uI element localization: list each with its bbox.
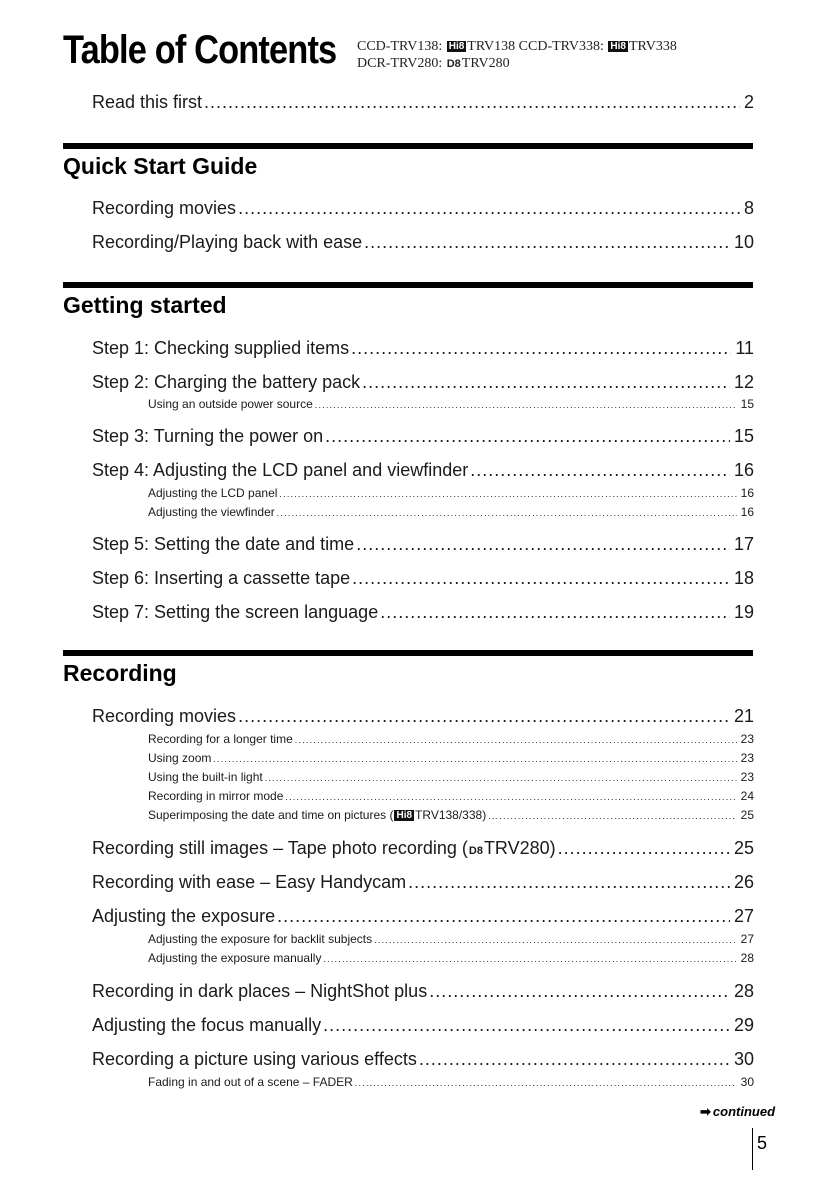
toc-entry-page: 28	[733, 981, 754, 1001]
toc-entry[interactable]	[92, 981, 754, 1002]
section-title: Quick Start Guide	[63, 153, 258, 179]
model-text: DCR-TRV280:	[357, 56, 446, 71]
dot-leader	[277, 508, 737, 518]
toc-entry-page: 15	[733, 426, 754, 446]
dot-leader	[238, 198, 740, 219]
toc-entry-title: Step 2: Charging the battery pack	[92, 372, 361, 392]
toc-entry[interactable]	[92, 602, 754, 623]
toc-entry-title: Step 5: Setting the date and time	[92, 534, 355, 554]
toc-entry[interactable]	[92, 460, 754, 481]
toc-entry-title: Step 3: Turning the power on	[92, 426, 324, 446]
continued-text: continued	[712, 1104, 776, 1119]
dot-leader	[277, 906, 730, 927]
toc-entry[interactable]	[92, 706, 754, 727]
toc-entry-title: Step 4: Adjusting the LCD panel and viewfinder	[92, 460, 469, 480]
section-divider	[63, 650, 753, 656]
toc-entry-page: 15	[740, 397, 754, 411]
toc-entry[interactable]	[92, 534, 754, 555]
page-number-divider	[752, 1128, 753, 1170]
dot-leader	[279, 489, 736, 499]
toc-subentry[interactable]	[148, 932, 754, 946]
dot-leader	[315, 400, 737, 410]
toc-subentry[interactable]	[148, 397, 754, 411]
dot-leader	[380, 602, 730, 623]
model-text: CCD-TRV138:	[357, 39, 446, 54]
toc-entry[interactable]	[92, 372, 754, 393]
toc-entry-page: 17	[733, 534, 754, 554]
toc-subentry[interactable]	[148, 732, 754, 746]
section-title: Getting started	[63, 292, 227, 318]
dot-leader	[408, 872, 730, 893]
toc-entry-title: Step 1: Checking supplied items	[92, 338, 350, 358]
toc-entry[interactable]	[92, 568, 754, 589]
dot-leader	[364, 232, 730, 253]
dot-leader	[356, 534, 730, 555]
toc-entry-page: 25	[740, 808, 754, 822]
toc-entry-page: 29	[733, 1015, 754, 1035]
toc-entry-page: 16	[740, 486, 754, 500]
hi8-logo-icon: Hi8	[448, 41, 465, 52]
toc-entry-title: Recording in dark places – NightShot plus	[92, 981, 428, 1001]
dot-leader	[351, 338, 731, 359]
toc-entry-page: 8	[743, 198, 754, 218]
dot-leader	[352, 568, 730, 589]
toc-entry-page: 27	[740, 932, 754, 946]
toc-entry-page: 26	[733, 872, 754, 892]
toc-entry-page: 16	[733, 460, 754, 480]
dot-leader	[323, 1015, 730, 1036]
page-title: Table of Contents	[63, 28, 337, 72]
toc-entry-title: Fading in and out of a scene – FADER	[148, 1075, 353, 1089]
toc-entry-page: 30	[740, 1075, 754, 1089]
toc-entry[interactable]	[92, 92, 754, 113]
dot-leader	[419, 1049, 730, 1070]
toc-entry-page: 10	[733, 232, 754, 252]
dot-leader	[429, 981, 730, 1002]
toc-entry[interactable]	[92, 232, 754, 253]
toc-entry[interactable]	[92, 198, 754, 219]
toc-entry-title: Read this first	[92, 92, 203, 112]
dot-leader	[285, 792, 736, 802]
dot-leader	[558, 838, 730, 859]
digital8-logo-icon: D8	[446, 58, 461, 70]
toc-entry-page: 23	[740, 732, 754, 746]
dot-leader	[295, 735, 737, 745]
toc-entry-page: 18	[733, 568, 754, 588]
toc-entry[interactable]	[92, 906, 754, 927]
toc-entry-page: 28	[740, 951, 754, 965]
toc-entry[interactable]	[92, 1015, 754, 1036]
toc-subentry[interactable]	[148, 770, 754, 784]
toc-entry-title	[92, 838, 556, 859]
toc-subentry[interactable]	[148, 951, 754, 965]
toc-entry-title: Adjusting the exposure for backlit subjects	[148, 932, 373, 946]
continued-label	[700, 1104, 775, 1120]
toc-entry-page: 21	[733, 706, 754, 726]
toc-entry-title: Adjusting the viewfinder	[148, 505, 275, 519]
toc-entry-title: Adjusting the exposure manually	[148, 951, 322, 965]
toc-entry-title: Recording with ease – Easy Handycam	[92, 872, 407, 892]
toc-subentry[interactable]	[148, 789, 754, 803]
digital8-logo-icon: D8	[468, 845, 483, 857]
toc-entry-title-part: TRV280)	[483, 838, 556, 858]
model-line-1	[357, 38, 677, 55]
toc-entry-page: 23	[740, 770, 754, 784]
toc-entry-page: 16	[740, 505, 754, 519]
toc-entry-page: 12	[733, 372, 754, 392]
toc-entry-title: Recording a picture using various effects	[92, 1049, 417, 1069]
toc-entry-page: 30	[733, 1049, 754, 1069]
toc-entry-title: Recording in mirror mode	[148, 789, 284, 803]
dot-leader	[470, 460, 730, 481]
section-title: Recording	[63, 660, 177, 686]
toc-entry-title: Recording movies	[92, 198, 237, 218]
dot-leader	[323, 954, 736, 964]
toc-entry-title-part: Superimposing the date and time on pictures (	[148, 808, 394, 822]
toc-entry-page: 11	[735, 338, 754, 358]
toc-entry-title: Adjusting the exposure	[92, 906, 276, 926]
section-divider	[63, 143, 753, 149]
toc-subentry[interactable]	[148, 505, 754, 519]
toc-entry-page: 23	[740, 751, 754, 765]
toc-entry-title	[148, 808, 486, 822]
page-number: 5	[757, 1133, 768, 1153]
toc-entry[interactable]	[92, 838, 754, 859]
dot-leader	[362, 372, 730, 393]
toc-entry-page: 2	[743, 92, 754, 112]
toc-subentry[interactable]	[148, 486, 754, 500]
dot-leader	[488, 811, 736, 821]
dot-leader	[265, 773, 737, 783]
dot-leader	[204, 92, 740, 113]
toc-entry-title: Adjusting the LCD panel	[148, 486, 278, 500]
hi8-logo-icon: Hi8	[610, 41, 626, 52]
toc-entry[interactable]	[92, 1049, 754, 1070]
toc-entry-title: Recording movies	[92, 706, 237, 726]
toc-entry-page: 19	[733, 602, 754, 622]
toc-entry-title: Recording/Playing back with ease	[92, 232, 363, 252]
model-list	[357, 38, 677, 73]
toc-entry-title: Step 7: Setting the screen language	[92, 602, 379, 622]
toc-entry-title: Recording for a longer time	[148, 732, 293, 746]
toc-entry-page: 27	[733, 906, 754, 926]
toc-entry-title-part: TRV138/338)	[415, 808, 487, 822]
dot-leader	[213, 754, 736, 764]
model-text: TRV138 CCD-TRV338:	[467, 39, 608, 54]
toc-subentry[interactable]	[148, 751, 754, 765]
dot-leader	[355, 1078, 737, 1088]
hi8-logo-icon: Hi8	[396, 810, 413, 821]
toc-entry-title: Using the built-in light	[148, 770, 263, 784]
toc-subentry[interactable]	[148, 808, 754, 822]
toc-entry[interactable]	[92, 426, 754, 447]
model-line-2	[357, 55, 677, 73]
toc-entry-page: 24	[740, 789, 754, 803]
toc-entry-title: Using zoom	[148, 751, 212, 765]
dot-leader	[238, 706, 730, 727]
dot-leader	[325, 426, 730, 447]
toc-entry-title: Step 6: Inserting a cassette tape	[92, 568, 351, 588]
toc-entry-title: Using an outside power source	[148, 397, 313, 411]
arrow-right-icon: ➡	[700, 1104, 711, 1119]
toc-entry[interactable]	[92, 338, 754, 359]
model-text: TRV280	[461, 56, 510, 71]
dot-leader	[374, 935, 737, 945]
toc-entry[interactable]	[92, 872, 754, 893]
toc-subentry[interactable]	[148, 1075, 754, 1089]
section-divider	[63, 282, 753, 288]
model-text: TRV338	[628, 39, 677, 54]
toc-entry-title-part: Recording still images – Tape photo recording (	[92, 838, 468, 858]
toc-entry-title: Adjusting the focus manually	[92, 1015, 322, 1035]
toc-entry-page: 25	[733, 838, 754, 858]
